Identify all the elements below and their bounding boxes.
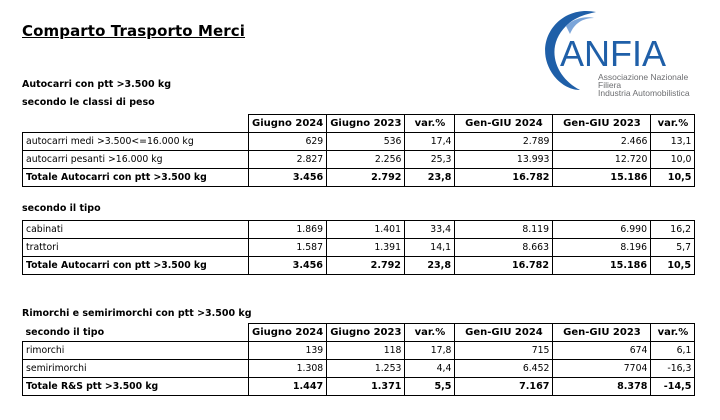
total-label: Totale Autocarri con ptt >3.500 kg	[23, 257, 249, 275]
cell: 536	[327, 133, 405, 151]
cell: 2.792	[327, 169, 405, 187]
table-row	[23, 342, 695, 360]
total-label: Totale R&S ptt >3.500 kg	[23, 378, 249, 396]
cell: 1.371	[327, 378, 405, 396]
cell: 14,1	[405, 239, 455, 257]
cell: 2.827	[249, 151, 327, 169]
total-row	[23, 378, 695, 396]
section1-title: Autocarri con ptt >3.500 kg	[22, 79, 172, 90]
row-label: trattori	[23, 239, 249, 257]
col-header: var.%	[405, 324, 455, 342]
cell: 17,8	[405, 342, 455, 360]
cell: 3.456	[249, 257, 327, 275]
table-weight-classes	[22, 114, 695, 187]
section3-title: Rimorchi e semirimorchi con ptt >3.500 kg	[22, 308, 252, 319]
col-header: Giugno 2024	[249, 324, 327, 342]
row-label: cabinati	[23, 221, 249, 239]
col-header: Giugno 2023	[327, 324, 405, 342]
table-row	[23, 239, 695, 257]
row-label: autocarri medi >3.500<=16.000 kg	[23, 133, 249, 151]
cell: 10,0	[651, 151, 695, 169]
row-label: autocarri pesanti >16.000 kg	[23, 151, 249, 169]
col-header: Giugno 2024	[249, 115, 327, 133]
cell: 7.167	[455, 378, 553, 396]
cell: 25,3	[405, 151, 455, 169]
cell: 7704	[553, 360, 651, 378]
total-row	[23, 257, 695, 275]
cell: 1.869	[249, 221, 327, 239]
cell: 6.452	[455, 360, 553, 378]
section3-subtitle: secondo il tipo	[25, 326, 105, 338]
total-label: Totale Autocarri con ptt >3.500 kg	[23, 169, 249, 187]
cell: 674	[553, 342, 651, 360]
cell: 715	[455, 342, 553, 360]
cell: 8.378	[553, 378, 651, 396]
total-row	[23, 169, 695, 187]
cell: 13,1	[651, 133, 695, 151]
cell: 1.253	[327, 360, 405, 378]
col-header: Gen-GIU 2024	[455, 115, 553, 133]
col-header: Gen-GIU 2024	[455, 324, 553, 342]
header-spacer	[23, 115, 249, 133]
cell: -16,3	[651, 360, 695, 378]
col-header: Gen-GIU 2023	[553, 324, 651, 342]
cell: 8.196	[553, 239, 651, 257]
cell: 12.720	[553, 151, 651, 169]
cell: 10,5	[651, 257, 695, 275]
cell: 139	[249, 342, 327, 360]
cell: -14,5	[651, 378, 695, 396]
section2-title: secondo il tipo	[22, 203, 101, 214]
cell: 5,7	[651, 239, 695, 257]
cell: 23,8	[405, 169, 455, 187]
cell: 2.792	[327, 257, 405, 275]
cell: 8.119	[455, 221, 553, 239]
logo-line1: Associazione Nazionale	[598, 72, 689, 82]
row-label: semirimorchi	[23, 360, 249, 378]
cell: 16.782	[455, 257, 553, 275]
col-header: Gen-GIU 2023	[553, 115, 651, 133]
table-row	[23, 133, 695, 151]
cell: 23,8	[405, 257, 455, 275]
cell: 4,4	[405, 360, 455, 378]
cell: 1.447	[249, 378, 327, 396]
cell: 1.587	[249, 239, 327, 257]
cell: 5,5	[405, 378, 455, 396]
logo-line3: Industria Automobilistica	[598, 88, 690, 98]
document-title: Comparto Trasporto Merci	[22, 22, 245, 40]
cell: 629	[249, 133, 327, 151]
col-header: var.%	[651, 115, 695, 133]
cell: 2.466	[553, 133, 651, 151]
cell: 8.663	[455, 239, 553, 257]
table-row	[23, 151, 695, 169]
table-trailers	[22, 323, 695, 396]
table-row	[23, 360, 695, 378]
logo-name: ANFIA	[560, 33, 667, 74]
col-header: var.%	[651, 324, 695, 342]
cell: 33,4	[405, 221, 455, 239]
cell: 1.391	[327, 239, 405, 257]
table-vehicle-type	[22, 220, 695, 275]
cell: 15.186	[553, 169, 651, 187]
cell: 2.789	[455, 133, 553, 151]
cell: 1.401	[327, 221, 405, 239]
logo-line2: Filiera	[598, 80, 622, 90]
table-row	[23, 221, 695, 239]
col-header: var.%	[405, 115, 455, 133]
cell: 16.782	[455, 169, 553, 187]
cell: 15.186	[553, 257, 651, 275]
cell: 13.993	[455, 151, 553, 169]
anfia-logo	[536, 4, 720, 100]
cell: 1.308	[249, 360, 327, 378]
cell: 17,4	[405, 133, 455, 151]
cell: 2.256	[327, 151, 405, 169]
cell: 6,1	[651, 342, 695, 360]
cell: 118	[327, 342, 405, 360]
cell: 10,5	[651, 169, 695, 187]
section1-subtitle: secondo le classi di peso	[22, 97, 155, 108]
cell: 16,2	[651, 221, 695, 239]
row-label: rimorchi	[23, 342, 249, 360]
cell: 6.990	[553, 221, 651, 239]
col-header: Giugno 2023	[327, 115, 405, 133]
cell: 3.456	[249, 169, 327, 187]
